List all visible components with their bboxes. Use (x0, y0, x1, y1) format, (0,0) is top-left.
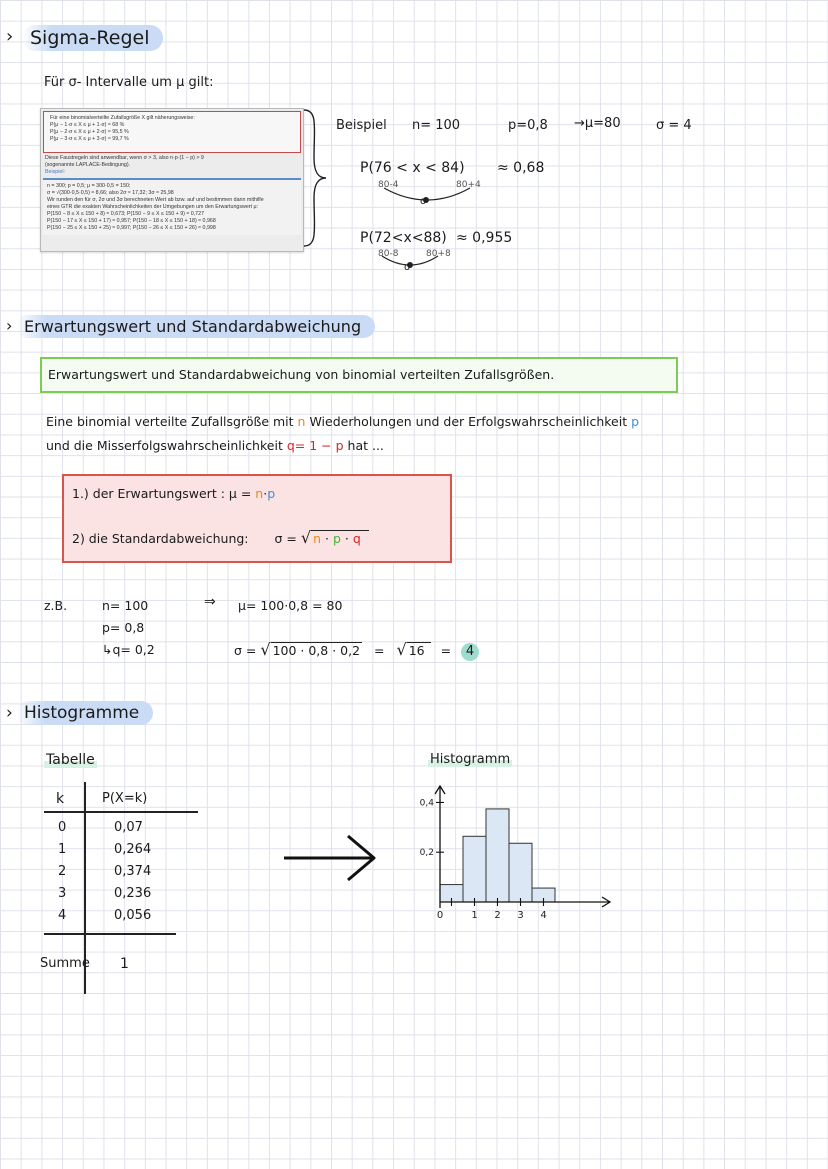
table-label: Tabelle (46, 752, 95, 768)
formula-n: n (313, 531, 321, 546)
example-prob-1: P(76 < x < 84) (360, 160, 465, 176)
heading-chevron: › (6, 316, 13, 335)
formula-q: q (352, 531, 361, 546)
table-row: 0,236 (114, 886, 152, 901)
excerpt-line: (sogenannte LAPLACE-Bedingung). (45, 162, 131, 168)
example-zb: z.B. (44, 598, 68, 613)
example-prob-1-left: 80-4 (378, 180, 399, 190)
table-row: 0 (58, 820, 67, 835)
desc-text: hat ... (347, 438, 384, 453)
example-p: p=0,8 (508, 118, 548, 133)
sqrt-icon: √ (396, 640, 407, 659)
zb-sqrt-content: 100 · 0,8 · 0,2 (272, 643, 361, 658)
table-row: 0,07 (114, 820, 143, 835)
excerpt-line: eines GTR die exakten Wahrscheinlichkeiten der Umgebungen um den Erwartungswert μ: (47, 204, 259, 210)
formula-dot: · (344, 531, 349, 546)
implies-arrow-icon: ⇒ (204, 594, 216, 610)
description-line-2 (46, 438, 384, 453)
histogram-chart (410, 780, 620, 930)
table-row: 0,374 (114, 864, 152, 879)
sqrt-icon: √ (300, 528, 312, 547)
excerpt-line: P(μ − 3·σ ≤ X ≤ μ + 3·σ) ≈ 99,7 % (50, 136, 129, 142)
x-tick-label: 1 (471, 910, 478, 921)
table-header-line (44, 811, 198, 813)
definition-title: Erwartungswert und Standardabweichung von binomial verteilten Zufallsgrößen. (48, 367, 555, 382)
table-row: 4 (58, 908, 67, 923)
table-sum-line (44, 933, 176, 935)
x-tick-label: 3 (517, 910, 524, 921)
heading-erwartungswert: Erwartungswert und Standardabweichung (16, 315, 375, 338)
desc-q: q= 1 − p (286, 438, 344, 453)
example-prob-2-result: ≈ 0,955 (456, 230, 513, 246)
excerpt-line: P(150 − 17 ≤ X ≤ 150 + 17) ≈ 0,957; P(150 − 18 ≤ X ≤ 150 + 18) ≈ 0,968 (47, 218, 216, 224)
sigma-intro: Für σ- Intervalle um μ gilt: (44, 75, 214, 90)
formula-dot: · (324, 531, 329, 546)
excerpt-line: P(μ − 1·σ ≤ X ≤ μ + 1·σ) ≈ 68 % (50, 122, 125, 128)
example-prob-2: P(72<x<88) (360, 230, 447, 246)
table-sum-value: 1 (120, 956, 129, 972)
example-zb-q: ↳q= 0,2 (102, 642, 155, 657)
y-tick-label: 0,2 (419, 848, 434, 859)
table-row: 0,264 (114, 842, 152, 857)
textbook-excerpt (40, 108, 304, 252)
formula-label: 2) die Standardabweichung: (72, 531, 249, 546)
histogram-bar (486, 809, 509, 902)
table-row: 0,056 (114, 908, 152, 923)
desc-text: Wiederholungen und der Erfolgswahrscheinlichkeit (309, 414, 628, 429)
sigma-mark-2: σ (404, 262, 411, 273)
example-sigma: σ = 4 (656, 118, 692, 133)
heading-sigma-regel: Sigma-Regel (22, 25, 163, 51)
zb-sigma-label: σ = (234, 643, 257, 658)
excerpt-line: Wir runden den für σ, 2σ und 3σ berechneten Wert ab bzw. auf und bestimmen dann mithilfe (47, 197, 264, 203)
example-zb-sigma (234, 640, 479, 661)
x-tick-label: 0 (436, 910, 444, 921)
example-label: Beispiel (336, 118, 387, 133)
example-zb-n: n= 100 (102, 598, 149, 613)
example-zb-p: p= 0,8 (102, 620, 145, 635)
formula-p: p (332, 531, 341, 546)
zb-equals: = (440, 643, 452, 658)
right-arrow-icon (282, 832, 378, 884)
excerpt-line: P(μ − 2·σ ≤ X ≤ μ + 2·σ) ≈ 95,5 % (50, 129, 129, 135)
example-mu: →μ=80 (574, 116, 621, 131)
definition-box (40, 357, 678, 393)
formula-sigma: σ = (274, 531, 297, 546)
zb-equals: = (374, 643, 385, 658)
excerpt-condition (41, 153, 303, 178)
histogram-bar (463, 836, 486, 902)
formula-mu: μ = (228, 486, 252, 501)
excerpt-line: n = 300; p = 0,5; μ = 300·0,5 = 150; (47, 183, 131, 189)
table-header-p: P(X=k) (102, 791, 148, 806)
heading-chevron: › (6, 26, 14, 47)
example-prob-1-right: 80+4 (456, 180, 481, 190)
formula-box (62, 474, 452, 563)
description-line-1 (46, 414, 639, 429)
excerpt-line: P(150 − 25 ≤ X ≤ 150 + 25) ≈ 0,997; P(150 − 26 ≤ X ≤ 150 + 26) ≈ 0,998 (47, 225, 216, 231)
excerpt-line: P(150 − 8 ≤ X ≤ 150 + 8) ≈ 0,673; P(150 − 9 ≤ X ≤ 150 + 9) ≈ 0,727 (47, 211, 205, 217)
excerpt-line: σ = √(300·0,5·0,5) ≈ 8,66; also 2σ ≈ 17,32; 3σ ≈ 25,98 (47, 190, 174, 196)
heading-histogramme: Histogramme (16, 701, 153, 725)
example-zb-mu: μ= 100·0,8 = 80 (238, 598, 343, 613)
x-tick-label: 2 (494, 910, 501, 921)
example-prob-2-left: 80-8 (378, 249, 399, 259)
zb-result-badge: 4 (461, 643, 479, 661)
histogram-bar (509, 843, 532, 902)
desc-text: und die Misserfolgswahrscheinlichkeit (46, 438, 283, 453)
table-row: 1 (58, 842, 67, 857)
example-prob-2-right: 80+8 (426, 249, 451, 259)
excerpt-example (43, 178, 301, 235)
excerpt-rule-box (43, 111, 301, 153)
formula-std-deviation (72, 528, 369, 547)
formula-p: p (267, 486, 276, 501)
sigma-mark-1: σ (420, 196, 427, 207)
formula-expected-value (72, 486, 275, 501)
desc-n: n (297, 414, 306, 429)
zb-sqrt-16: 16 (407, 642, 431, 658)
curly-brace (300, 108, 330, 248)
excerpt-line: Beispiel: (45, 169, 66, 175)
example-n: n= 100 (412, 118, 461, 133)
formula-label: 1.) der Erwartungswert : (72, 486, 225, 501)
excerpt-line: Für eine binomialverteilte Zufallsgröße X gilt näherungsweise: (50, 115, 195, 121)
desc-text: Eine binomial verteilte Zufallsgröße mit (46, 414, 294, 429)
table-row: 2 (58, 864, 67, 879)
sqrt-content (311, 530, 369, 546)
heading-chevron: › (6, 703, 13, 723)
formula-dot: · (263, 486, 268, 501)
table-sum-label: Summe (40, 956, 90, 971)
x-tick-label: 4 (540, 910, 547, 921)
table-row: 3 (58, 886, 67, 901)
excerpt-line: Diese Faustregeln sind anwendbar, wenn σ > 3, also n·p·(1 − p) > 9 (45, 155, 204, 161)
sqrt-icon: √ (260, 640, 271, 659)
y-tick-label: 0,4 (419, 798, 434, 809)
table-header-k: k (56, 791, 65, 807)
desc-p: p (631, 414, 640, 429)
example-prob-1-result: ≈ 0,68 (497, 160, 545, 176)
formula-n: n (255, 486, 264, 501)
example-arc-1 (382, 186, 472, 208)
chart-label: Histogramm (430, 752, 511, 767)
